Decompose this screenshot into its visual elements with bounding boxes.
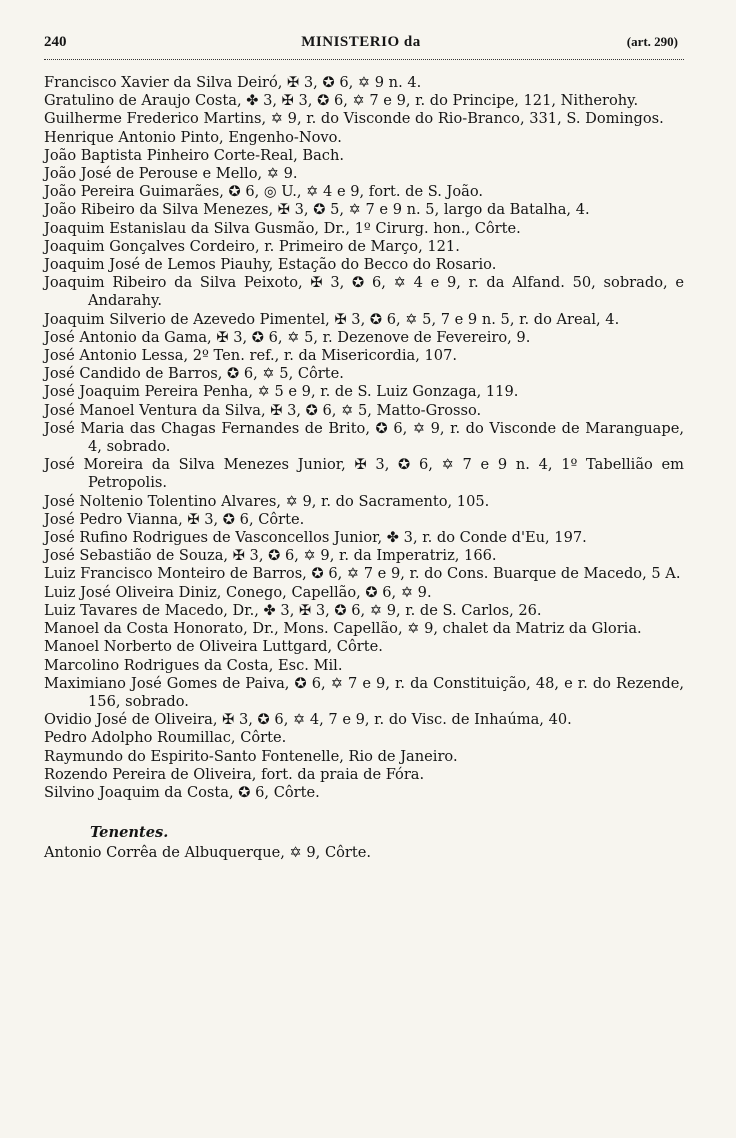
entries-list [44,74,684,863]
list-item: Luiz Francisco Monteiro de Barros, ✪ 6, ✡ 7 e 9, r. do Cons. Buarque de Macedo, 5 A. [44,565,681,583]
list-item: João Baptista Pinheiro Corte-Real, Bach. [44,146,345,164]
list-item: Silvino Joaquim da Costa, ✪ 6, Côrte. [44,783,320,801]
list-item: João José de Perouse e Mello, ✡ 9. [44,165,298,183]
article-reference: (art. 290) [626,34,678,49]
list-item: João Pereira Guimarães, ✪ 6, ◎ U., ✡ 4 e 9, fort. de S. João. [44,183,483,201]
list-item: Joaquim Ribeiro da Silva Peixoto, ✠ 3, ✪ 6, ✡ 4 e 9, r. da Alfand. 50, sobrado, e Andarahy. [44,274,684,310]
page-number: 240 [44,34,67,50]
list-item: Luiz José Oliveira Diniz, Conego, Capellão, ✪ 6, ✡ 9. [44,583,432,601]
running-title: MINISTERIO da [301,34,421,50]
list-item: Henrique Antonio Pinto, Engenho-Novo. [44,128,342,146]
list-item: Joaquim Estanislau da Silva Gusmão, Dr., 1º Cirurg. hon., Côrte. [44,219,521,237]
list-item: Rozendo Pereira de Oliveira, fort. da praia de Fóra. [44,765,425,783]
list-item: Guilherme Frederico Martins, ✡ 9, r. do Visconde do Rio-Branco, 331, S. Domingos. [44,110,664,128]
header-rule [44,59,684,60]
list-item: Maximiano José Gomes de Paiva, ✪ 6, ✡ 7 e 9, r. da Constituição, 48, e r. do Rezende, 156, sobrado. [44,674,684,710]
list-item: Antonio Corrêa de Albuquerque, ✡ 9, Côrte. [44,844,372,862]
list-item: José Antonio Lessa, 2º Ten. ref., r. da Misericordia, 107. [44,347,458,365]
list-item: José Rufino Rodrigues de Vasconcellos Junior, ✤ 3, r. do Conde d'Eu, 197. [44,529,587,547]
list-item: José Noltenio Tolentino Alvares, ✡ 9, r. do Sacramento, 105. [44,492,490,510]
page-header [44,32,678,58]
list-item: Pedro Adolpho Roumillac, Côrte. [44,729,287,747]
list-item: Raymundo do Espirito-Santo Fontenelle, Rio de Janeiro. [44,747,458,765]
list-item: José Sebastião de Souza, ✠ 3, ✪ 6, ✡ 9, r. da Imperatriz, 166. [44,547,497,565]
list-item: José Manoel Ventura da Silva, ✠ 3, ✪ 6, ✡ 5, Matto-Grosso. [44,401,482,419]
list-item: José Antonio da Gama, ✠ 3, ✪ 6, ✡ 5, r. Dezenove de Fevereiro, 9. [44,328,531,346]
list-item: Ovidio José de Oliveira, ✠ 3, ✪ 6, ✡ 4, 7 e 9, r. do Visc. de Inhaúma, 40. [44,711,572,729]
list-item: Manoel da Costa Honorato, Dr., Mons. Capellão, ✡ 9, chalet da Matriz da Gloria. [44,620,642,638]
list-item: José Moreira da Silva Menezes Junior, ✠ 3, ✪ 6, ✡ 7 e 9 n. 4, 1º Tabellião em Petropolis. [44,456,684,492]
list-item: Gratulino de Araujo Costa, ✤ 3, ✠ 3, ✪ 6, ✡ 7 e 9, r. do Principe, 121, Nitherohy. [44,92,639,110]
section-title: Tenentes. [90,824,169,842]
list-item: Joaquim Gonçalves Cordeiro, r. Primeiro de Março, 121. [44,237,460,255]
list-item: Francisco Xavier da Silva Deiró, ✠ 3, ✪ 6, ✡ 9 n. 4. [44,74,422,91]
list-item: Joaquim José de Lemos Piauhy, Estação do Becco do Rosario. [44,256,497,274]
list-item: Luiz Tavares de Macedo, Dr., ✤ 3, ✠ 3, ✪ 6, ✡ 9, r. de S. Carlos, 26. [44,601,542,619]
list-item: José Pedro Vianna, ✠ 3, ✪ 6, Côrte. [44,510,305,528]
list-item: Manoel Norberto de Oliveira Luttgard, Côrte. [44,638,383,656]
list-item: José Candido de Barros, ✪ 6, ✡ 5, Côrte. [44,365,344,383]
list-item: Marcolino Rodrigues da Costa, Esc. Mil. [44,656,343,674]
list-item: José Maria das Chagas Fernandes de Brito, ✪ 6, ✡ 9, r. do Visconde de Maranguape, 4, sobrado. [44,419,684,456]
list-item: José Joaquim Pereira Penha, ✡ 5 e 9, r. de S. Luiz Gonzaga, 119. [44,383,519,401]
list-item: Joaquim Silverio de Azevedo Pimentel, ✠ 3, ✪ 6, ✡ 5, 7 e 9 n. 5, r. do Areal, 4. [44,310,620,328]
list-item: João Ribeiro da Silva Menezes, ✠ 3, ✪ 5, ✡ 7 e 9 n. 5, largo da Batalha, 4. [44,201,590,219]
